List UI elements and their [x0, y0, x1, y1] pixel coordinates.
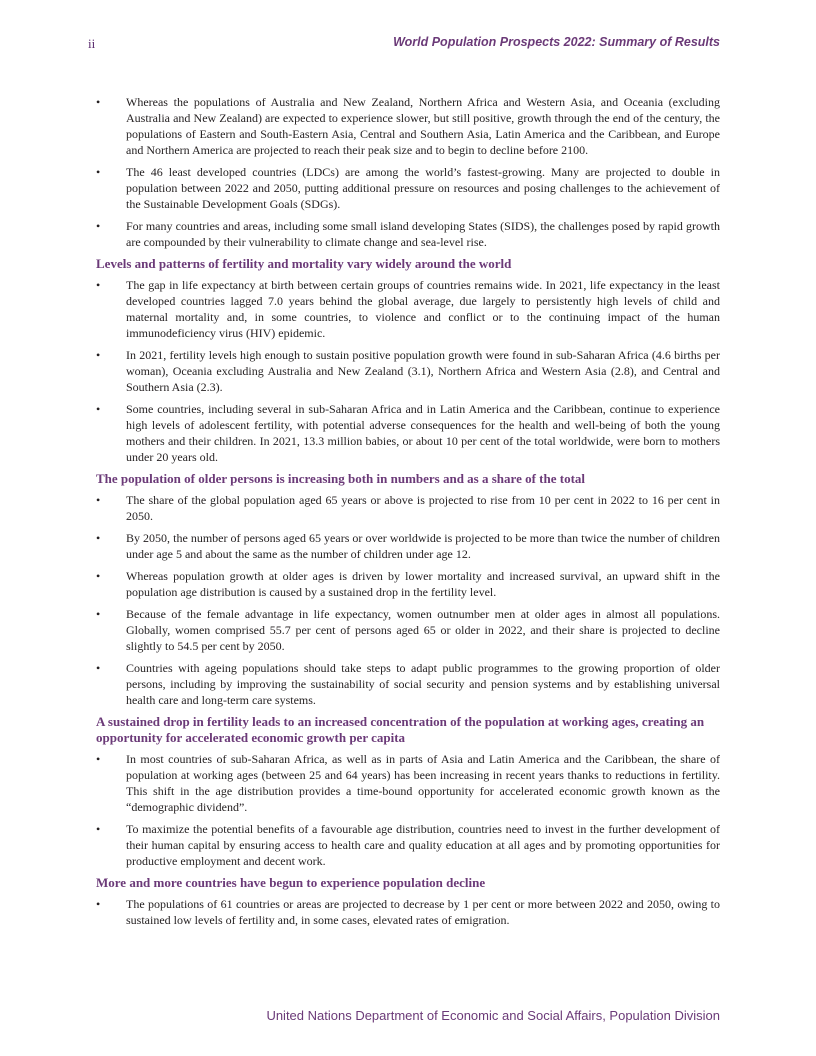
- bullet-text: Because of the female advantage in life expectancy, women outnumber men at older ages in almost all populations. Globally, women comprised 55.7 per cent of persons aged 65 or older in 2022, and their share is projected to decline slightly to 54.5 per cent by 2050.: [126, 607, 720, 653]
- document-body: [96, 94, 720, 934]
- bullet-icon: •: [96, 822, 101, 836]
- bullet-icon: •: [96, 493, 101, 507]
- running-header-title: World Population Prospects 2022: Summary of Results: [393, 35, 720, 49]
- bullet-text: To maximize the potential benefits of a favourable age distribution, countries need to invest in the further development of their human capital by ensuring access to health care and quality education at all ages and by promoting opportunities for productive employment and decent work.: [126, 822, 720, 868]
- list-item: [96, 492, 720, 524]
- population-decline-bullet-list: [96, 896, 720, 928]
- bullet-text: Countries with ageing populations should take steps to adapt public programmes to the growing proportion of older persons, including by improving the sustainability of social security and pension systems and by establishing universal health care and long-term care systems.: [126, 661, 720, 707]
- intro-bullet-list: [96, 94, 720, 250]
- list-item: [96, 401, 720, 465]
- list-item: [96, 568, 720, 600]
- bullet-icon: •: [96, 219, 101, 233]
- bullet-icon: •: [96, 95, 101, 109]
- bullet-text: The share of the global population aged 65 years or above is projected to rise from 10 per cent in 2022 to 16 per cent in 2050.: [126, 493, 720, 523]
- list-item: [96, 751, 720, 815]
- fertility-mortality-bullet-list: [96, 277, 720, 465]
- list-item: [96, 660, 720, 708]
- list-item: [96, 218, 720, 250]
- bullet-text: By 2050, the number of persons aged 65 years or over worldwide is projected to be more than twice the number of children under age 5 and about the same as the number of children under age 12.: [126, 531, 720, 561]
- bullet-text: The populations of 61 countries or areas are projected to decrease by 1 per cent or more between 2022 and 2050, owing to sustained low levels of fertility and, in some cases, elevated rates of emigration.: [126, 897, 720, 927]
- list-item: [96, 821, 720, 869]
- older-persons-bullet-list: [96, 492, 720, 708]
- list-item: [96, 94, 720, 158]
- bullet-icon: •: [96, 752, 101, 766]
- bullet-icon: •: [96, 348, 101, 362]
- bullet-icon: •: [96, 402, 101, 416]
- bullet-text: The 46 least developed countries (LDCs) are among the world’s fastest-growing. Many are projected to double in population between 2022 and 2050, putting additional pressure on resources and posing challenges to the achievement of the Sustainable Development Goals (SDGs).: [126, 165, 720, 211]
- section-heading-population-decline: More and more countries have begun to experience population decline: [96, 875, 486, 890]
- bullet-icon: •: [96, 165, 101, 179]
- bullet-text: In most countries of sub-Saharan Africa, as well as in parts of Asia and Latin America and the Caribbean, the share of population at working ages (between 25 and 64 years) has been increasing in recent years thanks to reductions in fertility. This shift in the age distribution provides a time-bound opportunity for accelerated economic growth known as the “demographic dividend”.: [126, 752, 720, 814]
- page-footer: United Nations Department of Economic and Social Affairs, Population Division: [266, 1008, 720, 1023]
- list-item: [96, 347, 720, 395]
- bullet-text: Whereas population growth at older ages is driven by lower mortality and increased survival, an upward shift in the population age distribution is caused by a sustained drop in the fertility level.: [126, 569, 720, 599]
- list-item: [96, 530, 720, 562]
- list-item: [96, 164, 720, 212]
- bullet-icon: •: [96, 278, 101, 292]
- bullet-text: The gap in life expectancy at birth between certain groups of countries remains wide. In 2021, life expectancy in the least developed countries lagged 7.0 years behind the global average, due largely to persistently high levels of child and maternal mortality and, in some countries, to violence and conflict or to the continuing impact of the human immunodeficiency virus (HIV) epidemic.: [126, 278, 720, 340]
- bullet-icon: •: [96, 661, 101, 675]
- list-item: [96, 896, 720, 928]
- bullet-text: In 2021, fertility levels high enough to sustain positive population growth were found in sub-Saharan Africa (4.6 births per woman), Oceania excluding Australia and New Zealand (3.1), Northern Africa and Western Asia (2.8), and Central and Southern Asia (2.3).: [126, 348, 720, 394]
- bullet-text: For many countries and areas, including some small island developing States (SIDS), the challenges posed by rapid growth are compounded by their vulnerability to climate change and sea-level rise.: [126, 219, 720, 249]
- list-item: [96, 277, 720, 341]
- bullet-icon: •: [96, 531, 101, 545]
- bullet-icon: •: [96, 569, 101, 583]
- bullet-text: Some countries, including several in sub-Saharan Africa and in Latin America and the Caribbean, continue to experience high levels of adolescent fertility, with potential adverse consequences for the health and well-being of both the young mothers and their children. In 2021, 13.3 million babies, or about 10 per cent of the total worldwide, were born to mothers under 20 years old.: [126, 402, 720, 464]
- section-heading-older-persons: The population of older persons is increasing both in numbers and as a share of the total: [96, 471, 586, 486]
- bullet-text: Whereas the populations of Australia and New Zealand, Northern Africa and Western Asia, and Oceania (excluding Australia and New Zealand) are expected to experience slower, but still positive, growth through the end of the century, the populations of Eastern and South-Eastern Asia, Central and Southern Asia, Latin America and the Caribbean, and Europe and Northern America are projected to reach their peak size and to begin to decline before 2100.: [126, 95, 720, 157]
- working-ages-bullet-list: [96, 751, 720, 869]
- section-heading-fertility-mortality: Levels and patterns of fertility and mortality vary widely around the world: [96, 256, 512, 271]
- page-number: ii: [88, 36, 96, 51]
- bullet-icon: •: [96, 607, 101, 621]
- bullet-icon: •: [96, 897, 101, 911]
- section-heading-working-ages: A sustained drop in fertility leads to an increased concentration of the population at working ages, creating an opportunity for accelerated economic growth per capita: [96, 714, 705, 745]
- list-item: [96, 606, 720, 654]
